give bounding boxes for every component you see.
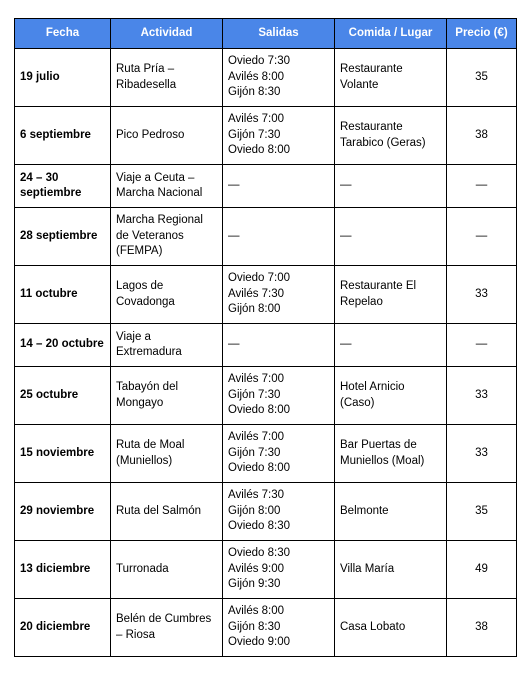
- cell-precio: —: [447, 324, 517, 367]
- salida-line: —: [228, 338, 240, 351]
- cell-precio: 38: [447, 599, 517, 657]
- cell-comida-lugar: Bar Puertas de Muniellos (Moal): [335, 425, 447, 483]
- cell-salidas: [223, 165, 335, 208]
- cell-salidas: [223, 367, 335, 425]
- cell-actividad: Ruta de Moal (Muniellos): [111, 425, 223, 483]
- cell-salidas: [223, 541, 335, 599]
- cell-actividad: Viaje a Extremadura: [111, 324, 223, 367]
- salida-line: Gijón 7:30: [228, 446, 281, 459]
- salida-line: Avilés 7:00: [228, 431, 285, 444]
- cell-comida-lugar: —: [335, 208, 447, 266]
- salida-line: Oviedo 8:00: [228, 404, 291, 417]
- cell-comida-lugar: Restaurante Volante: [335, 49, 447, 107]
- table-row: [15, 165, 517, 208]
- salida-line: Gijón 7:30: [228, 128, 281, 141]
- cell-salidas: [223, 208, 335, 266]
- table-body: [15, 49, 517, 657]
- schedule-table: [14, 18, 517, 657]
- salida-line: Avilés 7:00: [228, 373, 285, 386]
- cell-comida-lugar: —: [335, 324, 447, 367]
- salida-line: Avilés 7:00: [228, 113, 285, 126]
- cell-fecha: 13 diciembre: [15, 541, 111, 599]
- cell-salidas: [223, 266, 335, 324]
- cell-actividad: Viaje a Ceuta – Marcha Nacional: [111, 165, 223, 208]
- cell-precio: 35: [447, 483, 517, 541]
- cell-precio: 33: [447, 367, 517, 425]
- table-row: [15, 599, 517, 657]
- salida-line: Gijón 7:30: [228, 388, 281, 401]
- header-fecha: Fecha: [15, 19, 111, 49]
- header-actividad: Actividad: [111, 19, 223, 49]
- table-row: [15, 49, 517, 107]
- salida-line: Avilés 7:30: [228, 489, 285, 502]
- cell-comida-lugar: Villa María: [335, 541, 447, 599]
- salida-line: Gijón 8:00: [228, 303, 281, 316]
- cell-precio: —: [447, 208, 517, 266]
- table-row: [15, 208, 517, 266]
- salida-line: Avilés 8:00: [228, 605, 285, 618]
- cell-comida-lugar: —: [335, 165, 447, 208]
- salida-line: Oviedo 8:00: [228, 462, 291, 475]
- cell-fecha: 29 noviembre: [15, 483, 111, 541]
- cell-actividad: Ruta del Salmón: [111, 483, 223, 541]
- salida-line: Gijón 8:30: [228, 86, 281, 99]
- cell-salidas: [223, 599, 335, 657]
- cell-fecha: 25 octubre: [15, 367, 111, 425]
- salida-line: Oviedo 8:00: [228, 144, 291, 157]
- cell-precio: 35: [447, 49, 517, 107]
- cell-salidas: [223, 324, 335, 367]
- cell-precio: 38: [447, 107, 517, 165]
- header-precio: Precio (€): [447, 19, 517, 49]
- salida-line: Gijón 8:30: [228, 620, 281, 633]
- cell-comida-lugar: Hotel Arnicio (Caso): [335, 367, 447, 425]
- salida-line: Oviedo 7:30: [228, 55, 291, 68]
- cell-actividad: Tabayón del Mongayo: [111, 367, 223, 425]
- header-comida-lugar: Comida / Lugar: [335, 19, 447, 49]
- salida-line: Gijón 9:30: [228, 578, 281, 591]
- table-row: [15, 483, 517, 541]
- cell-actividad: Ruta Pría – Ribadesella: [111, 49, 223, 107]
- cell-precio: 49: [447, 541, 517, 599]
- cell-salidas: [223, 483, 335, 541]
- salida-line: Oviedo 9:00: [228, 636, 291, 649]
- cell-actividad: Pico Pedroso: [111, 107, 223, 165]
- cell-actividad: Marcha Regional de Veteranos (FEMPA): [111, 208, 223, 266]
- table-row: [15, 324, 517, 367]
- cell-fecha: 14 – 20 octubre: [15, 324, 111, 367]
- cell-comida-lugar: Casa Lobato: [335, 599, 447, 657]
- table-row: [15, 266, 517, 324]
- cell-salidas: [223, 107, 335, 165]
- cell-fecha: 20 diciembre: [15, 599, 111, 657]
- salida-line: Gijón 8:00: [228, 504, 281, 517]
- cell-fecha: 28 septiembre: [15, 208, 111, 266]
- salida-line: Avilés 9:00: [228, 562, 285, 575]
- cell-precio: 33: [447, 266, 517, 324]
- cell-fecha: 19 julio: [15, 49, 111, 107]
- cell-fecha: 24 – 30 septiembre: [15, 165, 111, 208]
- salida-line: Oviedo 8:30: [228, 520, 291, 533]
- cell-precio: 33: [447, 425, 517, 483]
- salida-line: —: [228, 229, 240, 242]
- cell-comida-lugar: Restaurante Tarabico (Geras): [335, 107, 447, 165]
- table-row: [15, 541, 517, 599]
- salida-line: Avilés 8:00: [228, 70, 285, 83]
- cell-salidas: [223, 425, 335, 483]
- salida-line: Oviedo 8:30: [228, 547, 291, 560]
- cell-precio: —: [447, 165, 517, 208]
- table-header-row: [15, 19, 517, 49]
- table-row: [15, 367, 517, 425]
- table-row: [15, 107, 517, 165]
- table-row: [15, 425, 517, 483]
- cell-fecha: 6 septiembre: [15, 107, 111, 165]
- salida-line: —: [228, 179, 240, 192]
- cell-comida-lugar: Belmonte: [335, 483, 447, 541]
- cell-actividad: Belén de Cumbres – Riosa: [111, 599, 223, 657]
- cell-fecha: 11 octubre: [15, 266, 111, 324]
- salida-line: Oviedo 7:00: [228, 272, 291, 285]
- cell-salidas: [223, 49, 335, 107]
- cell-fecha: 15 noviembre: [15, 425, 111, 483]
- salida-line: Avilés 7:30: [228, 287, 285, 300]
- cell-comida-lugar: Restaurante El Repelao: [335, 266, 447, 324]
- header-salidas: Salidas: [223, 19, 335, 49]
- cell-actividad: Turronada: [111, 541, 223, 599]
- cell-actividad: Lagos de Covadonga: [111, 266, 223, 324]
